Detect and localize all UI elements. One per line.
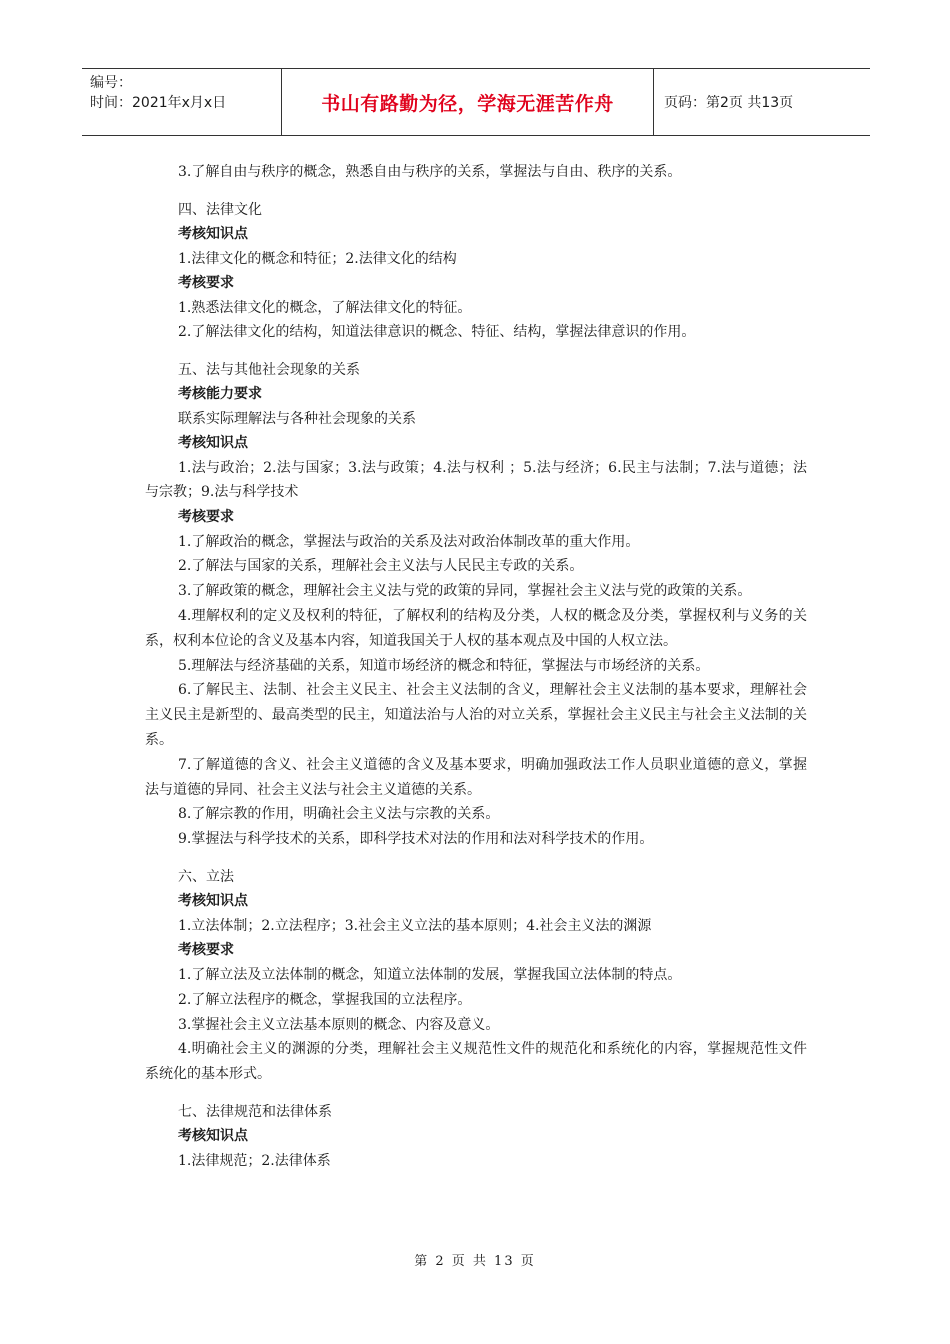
subheading: 考核要求 [178, 942, 234, 959]
paragraph: 4.理解权利的定义及权利的特征，了解权利的结构及分类，人权的概念及分类，掌握权利与义务的关系，权利本位论的含义及基本内容，知道我国关于人权的基本观点及中国的人权立法。 [145, 607, 807, 649]
paragraph: 1.了解政治的概念，掌握法与政治的关系及法对政治体制改革的重大作用。 [178, 533, 640, 550]
paragraph: 2.了解法律文化的结构，知道法律意识的概念、特征、结构，掌握法律意识的作用。 [178, 324, 696, 340]
subheading: 考核要求 [178, 275, 234, 291]
paragraph: 3.掌握社会主义立法基本原则的概念、内容及意义。 [178, 1016, 500, 1033]
paragraph: 1.熟悉法律文化的概念，了解法律文化的特征。 [178, 299, 472, 316]
page-footer: 第 2 页 共 13 页 [414, 1254, 536, 1269]
subheading: 考核知识点 [178, 435, 248, 451]
paragraph: 1.了解立法及立法体制的概念，知道立法体制的发展，掌握我国立法体制的特点。 [178, 966, 682, 983]
paragraph: 1.法律文化的概念和特征；2.法律文化的结构 [178, 250, 457, 267]
paragraph: 9.掌握法与科学技术的关系，即科学技术对法的作用和法对科学技术的作用。 [178, 831, 654, 848]
section-title: 四、法律文化 [178, 201, 262, 218]
section-title: 六、立法 [178, 868, 234, 885]
header-motto: 书山有路勤为径，学海无涯苦作舟 [321, 92, 614, 115]
document-date-label: 时间：2021年x月x日 [90, 95, 227, 111]
paragraph: 3.了解自由与秩序的概念，熟悉自由与秩序的关系，掌握法与自由、秩序的关系。 [178, 164, 682, 180]
paragraph: 2.了解法与国家的关系，理解社会主义法与人民民主专政的关系。 [178, 558, 584, 575]
paragraph: 7.了解道德的含义、社会主义道德的含义及基本要求，明确加强政法工作人员职业道德的意义，掌握法与道德的异同、社会主义法与社会主义道德的关系。 [145, 756, 807, 798]
paragraph: 1.立法体制；2.立法程序；3.社会主义立法的基本原则；4.社会主义法的渊源 [178, 917, 652, 934]
document-header [82, 68, 870, 136]
document-number-label: 编号： [90, 75, 132, 91]
paragraph: 8.了解宗教的作用，明确社会主义法与宗教的关系。 [178, 806, 500, 823]
section-title: 五、法与其他社会现象的关系 [178, 361, 360, 378]
paragraph: 联系实际理解法与各种社会现象的关系 [178, 410, 416, 427]
subheading: 考核知识点 [178, 1128, 248, 1145]
paragraph: 6.了解民主、法制、社会主义民主、社会主义法制的含义，理解社会主义法制的基本要求，理解社会主义民主是新型的、最高类型的民主，知道法治与人治的对立关系，掌握社会主义民主与社会主义法制的关系。 [145, 682, 807, 748]
paragraph: 4.明确社会主义的渊源的分类，理解社会主义规范性文件的规范化和系统化的内容，掌握规范性文件系统化的基本形式。 [145, 1041, 807, 1083]
paragraph: 2.了解立法程序的概念，掌握我国的立法程序。 [178, 991, 472, 1008]
paragraph: 3.了解政策的概念，理解社会主义法与党的政策的异同，掌握社会主义法与党的政策的关系。 [178, 583, 752, 600]
section-title: 七、法律规范和法律体系 [178, 1103, 332, 1120]
header-page-label: 页码：第2页 共13页 [664, 95, 794, 111]
header-page-cell [654, 69, 870, 135]
paragraph: 5.理解法与经济基础的关系，知道市场经济的概念和特征，掌握法与市场经济的关系。 [178, 657, 710, 674]
subheading: 考核知识点 [178, 893, 248, 910]
document-body [145, 160, 807, 1173]
paragraph: 1.法与政治；2.法与国家；3.法与政策；4.法与权利 ；5.法与经济；6.民主与法制；7.法与道德；法与宗教；9.法与科学技术 [145, 459, 807, 501]
subheading: 考核知识点 [178, 226, 248, 242]
header-motto-cell [282, 69, 654, 135]
header-meta [82, 69, 282, 135]
subheading: 考核要求 [178, 509, 234, 526]
subheading: 考核能力要求 [178, 386, 262, 402]
paragraph: 1.法律规范；2.法律体系 [178, 1152, 331, 1169]
